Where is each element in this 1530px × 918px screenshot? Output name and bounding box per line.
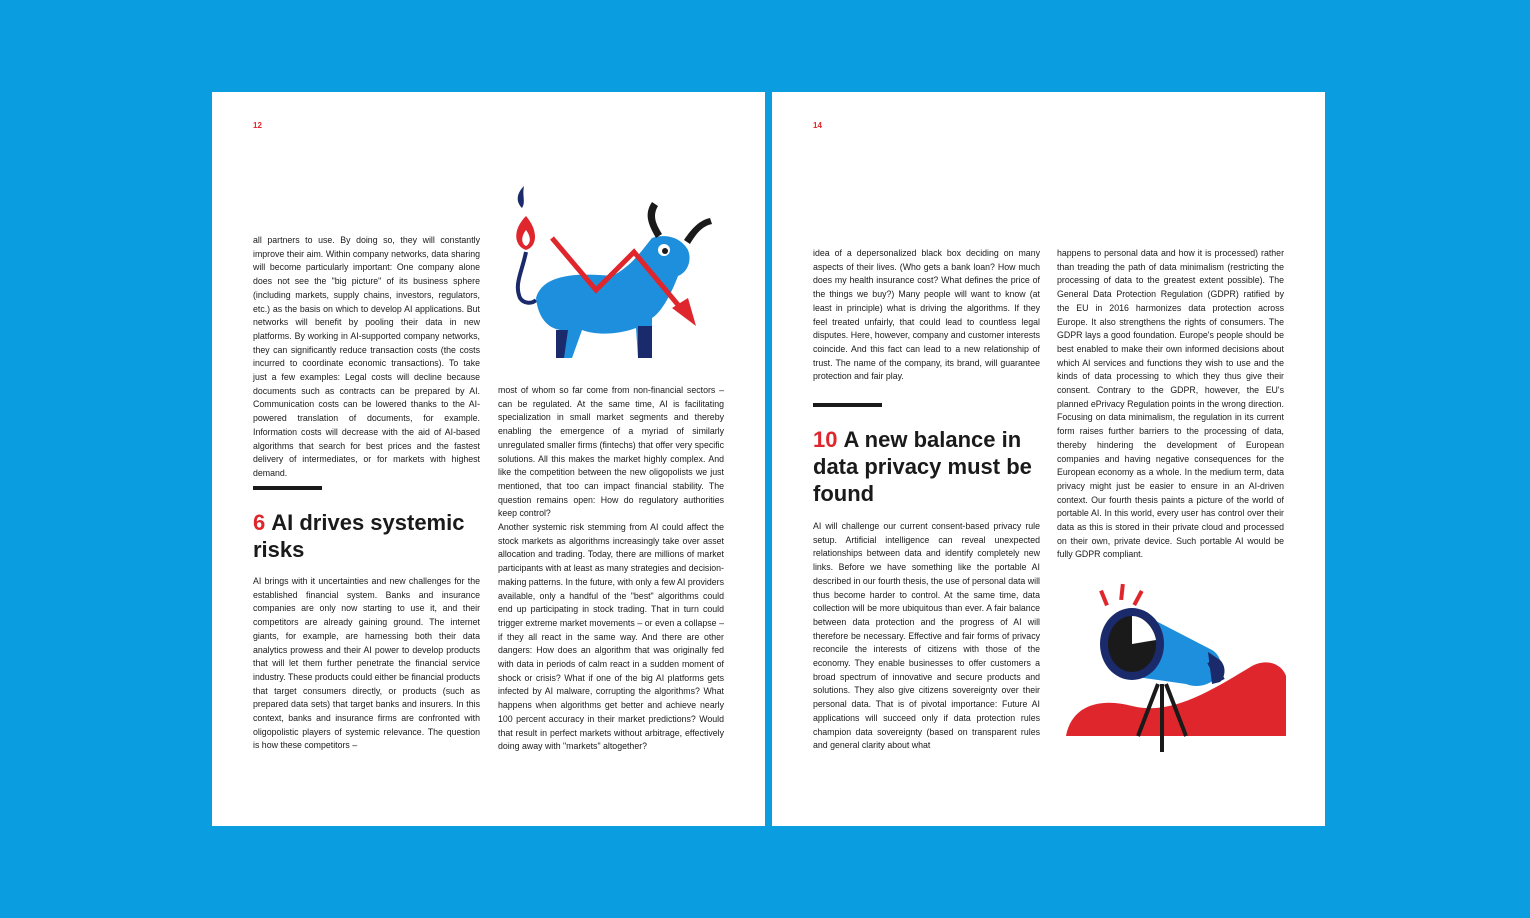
section-divider xyxy=(813,403,882,407)
page-number: 12 xyxy=(253,121,262,130)
section-paragraph: AI brings with it uncertainties and new challenges for the established financial system. Banks and insurance companies are only now starting to use it, and their competitors are already gaining ground. The internet giants, for example, are harnessing both their data analytics prowess and their AI power to develop products that will let them further penetrate the financial service industry. These products could either be financial products that target consumers directly, or products (such as prepared data sets) that target banks and insurers. In this context, banks and insurance firms are confronted with oligopolistic players of systemic relevance. The question is how these competitors – xyxy=(253,576,480,751)
section-title: A new balance in data privacy must be found xyxy=(813,427,1032,506)
left-page xyxy=(212,92,765,826)
column-paragraph-1: most of whom so far come from non-financial sectors – can be regulated. At the same time, AI is facilitating specialization in small market segments and thereby enabling the emergence of a myriad of similarly unregulated smaller firms (fintechs) that offer very specific solutions. All this makes the market highly complex. And like the competition between the new oligopolists we just mentioned, that too can impact financial stability. The question remains open: How do regulatory authorities keep control? xyxy=(498,385,724,519)
section-paragraph: AI will challenge our current consent-based privacy rule setup. Artificial intelligence can reveal unexpected relationships between data and identify completely new links. Before we have something like the portable AI described in our fourth thesis, the use of personal data will thus become harder to control. At the same time, data collection will be more ubiquitous than ever. A fair balance between data protection and the progress of AI will therefore be necessary. Effective and fair forms of privacy reconcile the interests of citizens with those of the economy. They enable businesses to offer customers a broad spectrum of innovative and secure products and solutions. They also give citizens sovereignty over their personal data. That is of pivotal importance: Future AI applications will succeed only if data protection rules champion data sovereignty (based on transparent rules and general clarity about what xyxy=(813,521,1040,751)
bull-market-icon xyxy=(502,180,732,370)
right-page xyxy=(772,92,1325,826)
telescope-icon xyxy=(1062,580,1292,760)
intro-paragraph: idea of a depersonalized black box deciding on many aspects of their lives. (Who gets a bank loan? How much does my health insurance cost? What defines the price of the things we buy?) Many people will want to know (at least in principle) what is driving the algorithms. If they feel treated unfairly, that could lead to countless legal disputes. Here, however, company and customer interests coincide. And this fact can lead to a new relationship of trust. The name of the company, its brand, will guarantee protection and fair play. xyxy=(813,248,1040,382)
column-paragraph: happens to personal data and how it is processed) rather than treading the path of data minimalism (restricting the processing of data to the greatest extent possible). The General Data Protection Regulation (GDPR) ratified by the EU in 2016 harmonizes data protection across Europe. It also strengthens the rights of consumers. The GDPR lays a good foundation. Europe's people should be best enabled to make their own informed decisions about which AI services and functions they wish to use and the kinds of data processing to which they thus give their consent. Contrary to the GDPR, however, the EU's planned ePrivacy Regulation points in the wrong direction. Focusing on data minimalism, the regulation in its current form raises further barriers to the processing of data, thereby hindering the development of European companies and having negative consequences for the European economy as a whole. In the medium term, data privacy might just be easier to ensure in an AI-driven context. Our fourth thesis paints a picture of the world of portable AI. In this world, every user has control over their data as this is stored in their private cloud and processed on their own, private device. Such portable AI would be fully GDPR compliant. xyxy=(1057,248,1284,560)
left-column-intro xyxy=(253,234,480,481)
section-heading xyxy=(813,426,1043,507)
section-title: AI drives systemic risks xyxy=(253,510,465,562)
section-heading xyxy=(253,509,473,563)
right-column xyxy=(498,384,724,754)
right-column xyxy=(1057,247,1284,562)
left-column-section xyxy=(813,520,1040,753)
page-number: 14 xyxy=(813,121,822,130)
section-number: 6 xyxy=(253,510,266,535)
section-divider xyxy=(253,486,322,490)
column-paragraph-2: Another systemic risk stemming from AI could affect the stock markets as algorithms increasingly take over asset allocation and trading. Today, there are millions of market participants with at least as many strategies and decision-making patterns. In the future, with only a few AI providers available, only a handful of the "best" algorithms could end up participating in stock trading. That in turn could trigger extreme market movements – or even a collapse – if they all react in the same way. And there are other dangers: How does an algorithm that was originally fed with data in periods of calm react in a sudden moment of shock or crisis? What if one of the big AI platforms gets infected by AI malware, corrupting the algorithms? What happens when algorithms get better and achieve nearly 100 percent accuracy in their market predictions? Would that result in perfect markets without arbitrage, effectively doing away with "markets" altogether? xyxy=(498,522,724,752)
intro-paragraph: all partners to use. By doing so, they will constantly improve their aim. Within company networks, data sharing will become particularly important: One company alone does not see the "big picture" of its business sphere (including markets, supply chains, investors, regulators, etc.) as the basis on which to develop AI applications. But networks will benefit by pooling their data in new platforms. By working in AI-supported company networks, they can significantly reduce transaction costs (the costs incurred to coordinate economic transactions). To take just a few examples: Legal costs will decline because documents such as contracts can be prepared by AI. Communication costs can be lowered thanks to the AI-powered translation of documents, for example. Information costs will decrease with the aid of AI-based algorithms that search for best prices and the fastest delivery of intermediates, or for markets with highest demand. xyxy=(253,235,480,478)
left-column-section xyxy=(253,575,480,753)
section-number: 10 xyxy=(813,427,838,452)
left-column-intro xyxy=(813,247,1040,384)
